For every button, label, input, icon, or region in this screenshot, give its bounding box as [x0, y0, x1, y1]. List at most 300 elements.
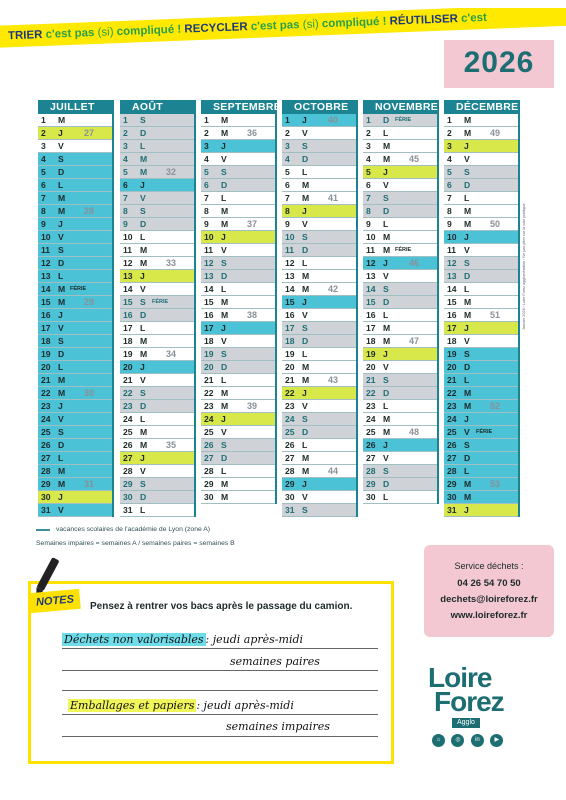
day-number: 2: [204, 128, 209, 138]
note-rule: [62, 648, 378, 649]
day-row: [444, 413, 518, 426]
day-row: [201, 283, 275, 296]
day-row: [282, 361, 356, 374]
day-row: [444, 335, 518, 348]
notes-title: Pensez à rentrer vos bacs après le passage du camion.: [90, 601, 353, 612]
day-number: 9: [447, 219, 452, 229]
weekday-letter: S: [140, 479, 146, 489]
day-row: [38, 179, 112, 192]
day-number: 17: [285, 323, 295, 333]
day-number: 27: [123, 453, 133, 463]
slogan-part: c'est: [460, 11, 488, 25]
weekday-letter: J: [221, 414, 226, 424]
day-row: [282, 400, 356, 413]
weekday-letter: S: [140, 297, 146, 307]
day-row: [282, 413, 356, 426]
day-number: 9: [123, 219, 128, 229]
day-row: [120, 361, 194, 374]
weekday-letter: S: [140, 388, 146, 398]
weekday-letter: V: [302, 219, 308, 229]
day-row: [444, 231, 518, 244]
day-row: [444, 192, 518, 205]
weekday-letter: L: [221, 284, 227, 294]
slogan-part: compliqué !: [321, 15, 390, 31]
year-box: [444, 40, 554, 88]
day-number: 19: [204, 349, 214, 359]
slogan-part: (si): [97, 26, 117, 39]
day-number: 8: [447, 206, 452, 216]
weekday-letter: S: [383, 193, 389, 203]
weekday-letter: L: [383, 219, 389, 229]
day-row: [282, 465, 356, 478]
week-number: 36: [247, 128, 258, 138]
day-number: 23: [285, 401, 295, 411]
day-number: 22: [123, 388, 133, 398]
day-number: 25: [123, 427, 133, 437]
day-row: [444, 257, 518, 270]
week-number: 43: [328, 375, 339, 385]
day-number: 21: [285, 375, 295, 385]
day-number: 12: [41, 258, 51, 268]
day-number: 11: [447, 245, 457, 255]
month-header: AOÛT: [120, 100, 196, 114]
weekday-letter: M: [464, 128, 472, 138]
weekday-letter: V: [140, 466, 146, 476]
day-row: [444, 478, 518, 491]
day-number: 8: [41, 206, 46, 216]
day-row: [38, 244, 112, 257]
contact-email[interactable]: dechets@loireforez.fr: [440, 594, 538, 605]
day-row: [363, 127, 437, 140]
week-number: 29: [84, 297, 95, 307]
day-number: 20: [285, 362, 295, 372]
day-number: 28: [366, 466, 376, 476]
day-number: 14: [204, 284, 214, 294]
day-row: [444, 296, 518, 309]
day-row: [201, 413, 275, 426]
day-row: [201, 465, 275, 478]
day-number: 16: [123, 310, 133, 320]
day-row: [38, 322, 112, 335]
weekday-letter: S: [58, 336, 64, 346]
weekday-letter: M: [140, 245, 148, 255]
day-row: [201, 335, 275, 348]
day-row: [38, 491, 112, 504]
weekday-letter: L: [140, 141, 146, 151]
note-line-3: [68, 699, 294, 712]
weekday-letter: S: [221, 440, 227, 450]
home-icon[interactable]: ⌂: [432, 734, 445, 747]
day-number: 6: [123, 180, 128, 190]
weekday-letter: M: [140, 440, 148, 450]
day-row: [363, 140, 437, 153]
weekday-letter: V: [464, 154, 470, 164]
weekday-letter: S: [302, 232, 308, 242]
day-row: [120, 283, 194, 296]
weekday-letter: J: [383, 349, 388, 359]
day-number: 3: [285, 141, 290, 151]
day-number: 11: [41, 245, 51, 255]
day-number: 3: [123, 141, 128, 151]
weekday-letter: M: [302, 362, 310, 372]
weekday-letter: S: [464, 349, 470, 359]
weekday-letter: L: [383, 401, 389, 411]
weekday-letter: S: [221, 167, 227, 177]
weekday-letter: L: [58, 180, 64, 190]
weekday-letter: J: [140, 271, 145, 281]
week-number: 37: [247, 219, 258, 229]
weekday-letter: J: [302, 479, 307, 489]
day-number: 28: [285, 466, 295, 476]
weekday-letter: M: [302, 284, 310, 294]
weekday-letter: J: [464, 414, 469, 424]
week-number: 41: [328, 193, 339, 203]
day-row: [282, 374, 356, 387]
day-number: 4: [41, 154, 46, 164]
day-row: [120, 491, 194, 504]
weekday-letter: D: [58, 440, 65, 450]
weekday-letter: L: [140, 414, 146, 424]
weekday-letter: J: [140, 362, 145, 372]
day-row: [120, 452, 194, 465]
day-row: [38, 400, 112, 413]
day-row: [363, 413, 437, 426]
day-row: [38, 205, 112, 218]
weekday-letter: J: [221, 323, 226, 333]
weekday-letter: D: [383, 297, 390, 307]
weekday-letter: M: [383, 154, 391, 164]
day-number: 30: [204, 492, 214, 502]
youtube-icon[interactable]: ▶: [490, 734, 503, 747]
day-row: [282, 387, 356, 400]
weekday-letter: M: [221, 310, 229, 320]
weekday-letter: V: [302, 401, 308, 411]
day-number: 16: [285, 310, 295, 320]
calendar-grid: [38, 100, 522, 522]
day-number: 1: [447, 115, 452, 125]
weekday-letter: L: [221, 193, 227, 203]
day-row: [363, 114, 437, 127]
weekday-letter: M: [58, 375, 66, 385]
day-row: [201, 205, 275, 218]
weekday-letter: M: [221, 219, 229, 229]
day-number: 30: [41, 492, 51, 502]
day-row: [201, 491, 275, 504]
month-column: [120, 100, 196, 517]
day-number: 24: [123, 414, 133, 424]
slogan-part: (si): [302, 18, 323, 31]
day-number: 14: [123, 284, 133, 294]
day-row: [444, 244, 518, 257]
social-icons: [432, 734, 505, 752]
day-number: 25: [41, 427, 51, 437]
day-row: [363, 348, 437, 361]
day-number: 3: [366, 141, 371, 151]
day-number: 2: [447, 128, 452, 138]
day-row: [282, 270, 356, 283]
day-number: 2: [41, 128, 46, 138]
weekday-letter: M: [58, 115, 66, 125]
day-number: 4: [366, 154, 371, 164]
day-number: 12: [285, 258, 295, 268]
month-column: [282, 100, 358, 517]
day-row: [363, 270, 437, 283]
day-row: [201, 452, 275, 465]
day-row: [282, 348, 356, 361]
day-number: 5: [41, 167, 46, 177]
weekday-letter: J: [58, 219, 63, 229]
weekday-letter: V: [221, 245, 227, 255]
weekday-letter: S: [464, 258, 470, 268]
day-number: 7: [204, 193, 209, 203]
day-number: 9: [285, 219, 290, 229]
day-number: 5: [204, 167, 209, 177]
weekday-letter: J: [464, 505, 469, 515]
day-number: 21: [204, 375, 214, 385]
day-row: [363, 309, 437, 322]
day-row: [201, 244, 275, 257]
week-number: 48: [409, 427, 420, 437]
day-number: 17: [366, 323, 376, 333]
weekday-letter: J: [383, 167, 388, 177]
weekday-letter: M: [464, 310, 472, 320]
day-number: 22: [447, 388, 457, 398]
note-label-waste: Déchets non valorisables: [64, 633, 204, 646]
weekday-letter: L: [58, 453, 64, 463]
day-number: 5: [447, 167, 452, 177]
day-number: 15: [366, 297, 376, 307]
day-number: 27: [285, 453, 295, 463]
day-row: [38, 140, 112, 153]
weekday-letter: M: [58, 206, 66, 216]
day-number: 22: [285, 388, 295, 398]
day-row: [120, 478, 194, 491]
weekday-letter: V: [383, 453, 389, 463]
day-number: 17: [123, 323, 133, 333]
weekday-letter: S: [383, 284, 389, 294]
day-number: 6: [285, 180, 290, 190]
weekday-letter: M: [464, 401, 472, 411]
day-row: [444, 374, 518, 387]
day-number: 24: [41, 414, 51, 424]
day-row: [120, 322, 194, 335]
note-line-1: [62, 633, 303, 646]
day-row: [38, 192, 112, 205]
weekday-letter: L: [383, 128, 389, 138]
day-number: 10: [447, 232, 457, 242]
weekday-letter: V: [58, 232, 64, 242]
day-row: [282, 257, 356, 270]
weekday-letter: D: [464, 271, 471, 281]
day-row: [120, 439, 194, 452]
day-row: [201, 270, 275, 283]
holiday-label: FÉRIE: [395, 247, 412, 253]
linkedin-icon[interactable]: in: [471, 734, 484, 747]
weekday-letter: V: [464, 427, 470, 437]
weekday-letter: M: [383, 141, 391, 151]
day-row: [282, 439, 356, 452]
weekday-letter: S: [58, 154, 64, 164]
day-number: 25: [447, 427, 457, 437]
day-number: 31: [41, 505, 51, 515]
instagram-icon[interactable]: ◎: [451, 734, 464, 747]
weekday-letter: J: [221, 232, 226, 242]
weekday-letter: V: [302, 492, 308, 502]
day-number: 13: [366, 271, 376, 281]
day-row: [363, 283, 437, 296]
day-number: 27: [447, 453, 457, 463]
weekday-letter: V: [58, 505, 64, 515]
day-row: [363, 257, 437, 270]
weekday-letter: M: [221, 115, 229, 125]
weekday-letter: M: [383, 336, 391, 346]
day-row: [363, 166, 437, 179]
day-row: [363, 218, 437, 231]
day-row: [38, 439, 112, 452]
day-number: 30: [366, 492, 376, 502]
month-header: NOVEMBRE: [363, 100, 439, 114]
weekday-letter: M: [140, 427, 148, 437]
weekday-letter: D: [140, 401, 147, 411]
weekday-letter: V: [221, 154, 227, 164]
day-number: 15: [123, 297, 133, 307]
slogan-part: c'est pas: [250, 18, 303, 33]
weekday-letter: J: [58, 401, 63, 411]
day-row: [120, 166, 194, 179]
day-row: [201, 127, 275, 140]
day-number: 26: [285, 440, 295, 450]
legend-school-holidays: vacances scolaires de l'académie de Lyon (zone A): [56, 526, 211, 533]
contact-phone[interactable]: 04 26 54 70 50: [457, 578, 521, 589]
day-number: 19: [123, 349, 133, 359]
slogan-part: compliqué !: [116, 23, 185, 39]
day-row: [201, 478, 275, 491]
day-number: 21: [41, 375, 51, 385]
day-number: 13: [123, 271, 133, 281]
contact-website[interactable]: www.loireforez.fr: [450, 610, 528, 621]
day-row: [38, 296, 112, 309]
weekday-letter: J: [58, 492, 63, 502]
weekday-letter: M: [383, 427, 391, 437]
weekday-letter: S: [58, 427, 64, 437]
weekday-letter: J: [464, 141, 469, 151]
day-number: 7: [447, 193, 452, 203]
weekday-letter: M: [58, 284, 66, 294]
day-row: [38, 114, 112, 127]
weekday-letter: L: [383, 492, 389, 502]
week-number: 34: [166, 349, 177, 359]
day-row: [201, 426, 275, 439]
weekday-letter: S: [302, 505, 308, 515]
day-row: [38, 153, 112, 166]
day-number: 20: [204, 362, 214, 372]
day-number: 7: [366, 193, 371, 203]
weekday-letter: L: [464, 193, 470, 203]
day-row: [38, 270, 112, 283]
day-row: [363, 426, 437, 439]
day-row: [201, 322, 275, 335]
weekday-letter: S: [140, 206, 146, 216]
day-number: 3: [204, 141, 209, 151]
day-row: [444, 179, 518, 192]
day-number: 11: [204, 245, 214, 255]
day-number: 21: [123, 375, 133, 385]
weekday-letter: M: [302, 193, 310, 203]
slogan-part: c'est pas: [45, 26, 98, 41]
weekday-letter: D: [140, 128, 147, 138]
day-row: [120, 413, 194, 426]
day-number: 10: [204, 232, 214, 242]
week-number: 31: [84, 479, 95, 489]
weekday-letter: M: [140, 167, 148, 177]
day-row: [38, 218, 112, 231]
day-number: 18: [123, 336, 133, 346]
day-row: [38, 166, 112, 179]
note-value-packaging: : jeudi après-midi: [196, 699, 294, 712]
day-number: 5: [123, 167, 128, 177]
weekday-letter: L: [383, 310, 389, 320]
day-row: [38, 361, 112, 374]
day-number: 11: [123, 245, 133, 255]
loire-forez-logo: [428, 664, 538, 739]
note-rule: [62, 736, 378, 737]
day-number: 7: [285, 193, 290, 203]
weekday-letter: M: [221, 401, 229, 411]
weekday-letter: D: [58, 349, 65, 359]
weekday-letter: D: [302, 154, 309, 164]
day-number: 29: [41, 479, 51, 489]
day-number: 22: [41, 388, 51, 398]
weekday-letter: D: [221, 453, 228, 463]
day-number: 17: [41, 323, 51, 333]
weekday-letter: M: [140, 154, 148, 164]
day-number: 1: [123, 115, 128, 125]
weekday-letter: M: [58, 466, 66, 476]
day-number: 27: [204, 453, 214, 463]
day-number: 10: [285, 232, 295, 242]
weekday-letter: S: [58, 245, 64, 255]
day-row: [201, 166, 275, 179]
day-number: 24: [204, 414, 214, 424]
day-row: [282, 153, 356, 166]
weekday-letter: S: [383, 466, 389, 476]
day-number: 28: [447, 466, 457, 476]
day-row: [282, 309, 356, 322]
weekday-letter: D: [140, 492, 147, 502]
week-number: 46: [409, 258, 420, 268]
day-number: 11: [366, 245, 376, 255]
weekday-letter: V: [383, 180, 389, 190]
month-column: [363, 100, 439, 504]
day-number: 11: [285, 245, 295, 255]
day-row: [444, 400, 518, 413]
day-number: 23: [204, 401, 214, 411]
weekday-letter: M: [302, 271, 310, 281]
day-number: 29: [447, 479, 457, 489]
day-row: [444, 439, 518, 452]
day-number: 13: [285, 271, 295, 281]
day-row: [201, 218, 275, 231]
day-number: 2: [123, 128, 128, 138]
weekday-letter: D: [221, 362, 228, 372]
day-row: [38, 335, 112, 348]
day-number: 20: [123, 362, 133, 372]
day-row: [282, 140, 356, 153]
day-number: 6: [41, 180, 46, 190]
weekday-letter: L: [221, 375, 227, 385]
weekday-letter: M: [383, 323, 391, 333]
day-number: 24: [447, 414, 457, 424]
